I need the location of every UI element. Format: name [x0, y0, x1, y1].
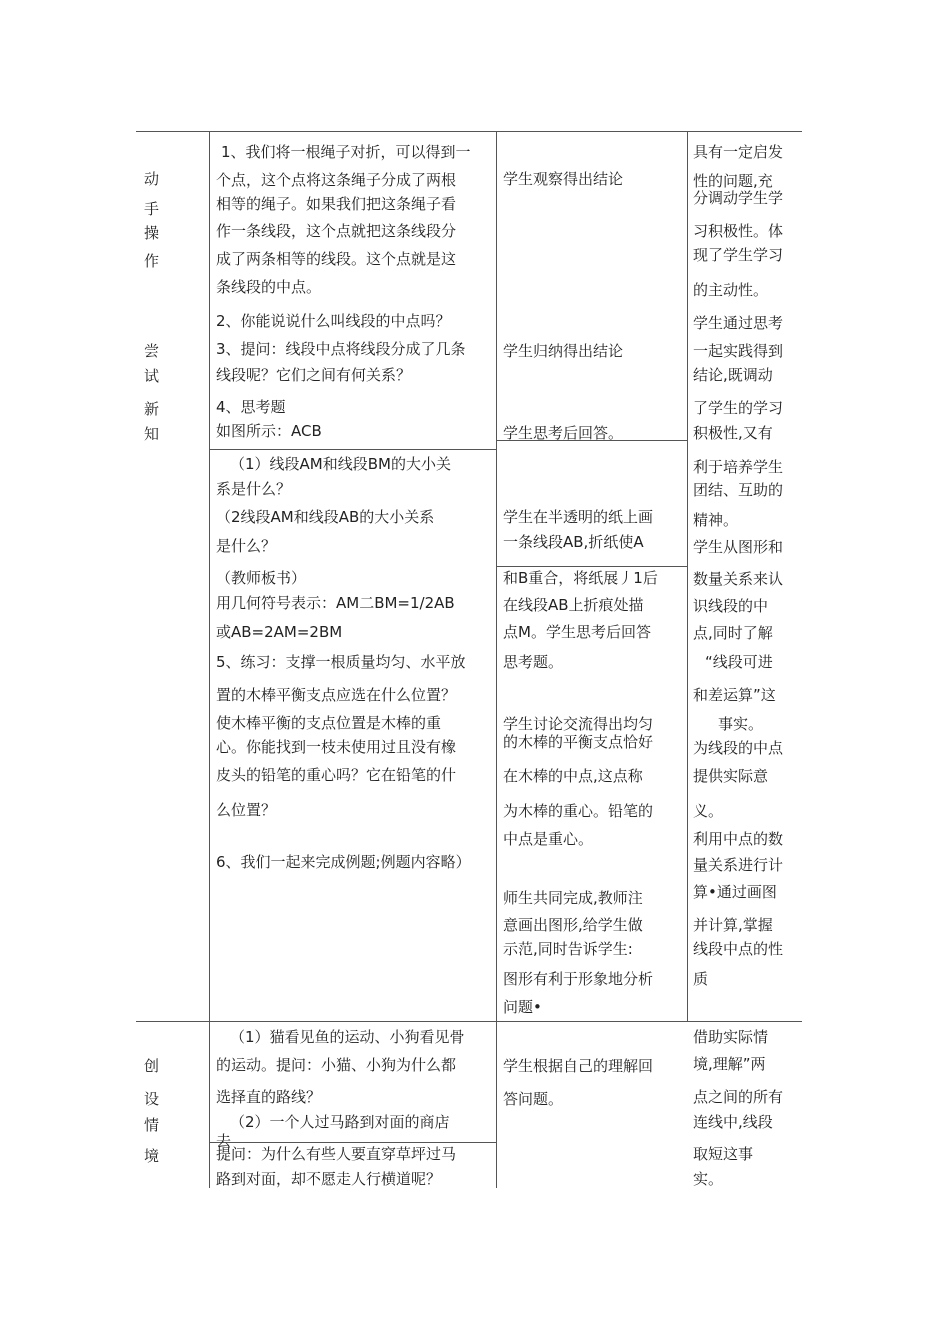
design-intent-line: 实。 — [693, 1170, 724, 1188]
design-intent-line: 为线段的中点 — [693, 739, 784, 757]
teacher-activity-line: 么位置？ — [216, 801, 277, 819]
teacher-activity-line: 或AB=2AM=2BM — [216, 623, 343, 641]
teacher-activity-line: 线段呢？它们之间有何关系？ — [216, 366, 412, 384]
student-activity-line: 和B重合，将纸展丿1后 — [503, 569, 658, 587]
design-intent-line: 学生从图形和 — [693, 538, 784, 556]
design-intent-line: 点,同时了解 — [693, 624, 773, 642]
teacher-activity-line: （1）线段AM和线段BM的大小关 — [230, 455, 451, 473]
teacher-activity-line: 使木棒平衡的支点位置是木棒的重 — [216, 714, 442, 732]
design-intent-line: 了学生的学习 — [693, 399, 784, 417]
stage-label-char: 境 — [144, 1147, 160, 1165]
teacher-activity-line: 1、我们将一根绳子对折，可以得到一 — [221, 143, 471, 161]
teacher-activity-line: 5、练习：支撑一根质量均匀、水平放 — [216, 653, 466, 671]
design-intent-line: 一起实践得到 — [693, 342, 784, 360]
design-intent-line: 习积极性。体 — [693, 222, 784, 240]
student-activity-line: 为木棒的重心。铅笔的 — [503, 802, 654, 820]
design-intent-line: 精神。 — [693, 511, 739, 529]
design-intent-line: 并计算,掌握 — [693, 916, 773, 934]
teacher-cell-divider — [209, 449, 496, 450]
teacher-activity-line: 选择直的路线？ — [216, 1088, 322, 1106]
student-activity-line: 学生思考后回答。 — [503, 424, 624, 442]
student-activity-line: 在木棒的中点,这点称 — [503, 767, 643, 785]
design-intent-line: 义。 — [693, 802, 724, 820]
design-intent-line: 线段中点的性 — [693, 940, 784, 958]
column-divider-2 — [496, 131, 497, 1188]
stage-label-char: 知 — [144, 425, 160, 443]
design-intent-line: 积极性,又有 — [693, 424, 773, 442]
design-intent-line: 结论,既调动 — [693, 366, 773, 384]
design-intent-line: 境,理解”两 — [693, 1055, 766, 1073]
design-intent-line: 提供实际意 — [693, 767, 769, 785]
column-divider-1 — [209, 131, 210, 1188]
student-activity-line: 意画出图形,给学生做 — [503, 916, 643, 934]
teacher-activity-line: （2）一个人过马路到对面的商店 — [230, 1113, 450, 1131]
design-intent-line: 质 — [693, 970, 709, 988]
teacher-activity-line: 如图所示：ACB — [216, 422, 322, 440]
teacher-activity-line: 提问：为什么有些人要直穿草坪过马 — [216, 1145, 457, 1163]
design-intent-line: 和差运算”这 — [693, 686, 776, 704]
section-divider — [136, 1021, 802, 1022]
teacher-activity-line: 条线段的中点。 — [216, 278, 322, 296]
design-intent-line: 分调动学生学 — [693, 189, 784, 207]
teacher-activity-line: 4、思考题 — [216, 398, 286, 416]
design-intent-line: 的主动性。 — [693, 281, 769, 299]
stage-label-char: 情 — [144, 1116, 160, 1134]
student-activity-line: 示范,同时告诉学生: — [503, 940, 633, 958]
design-intent-line: 量关系进行计 — [693, 856, 784, 874]
stage-label-char: 操 — [144, 224, 160, 242]
student-activity-line: 学生归纳得出结论 — [503, 342, 624, 360]
teacher-activity-line: 去 — [216, 1132, 232, 1150]
teacher-activity-line: 2、你能说说什么叫线段的中点吗？ — [216, 312, 451, 330]
teacher-activity-line: 路到对面，却不愿走人行横道呢？ — [216, 1170, 442, 1188]
design-intent-line: 数量关系来认 — [693, 570, 784, 588]
teacher-activity-line: 成了两条相等的线段。这个点就是这 — [216, 250, 457, 268]
design-intent-line: 取短这事 — [693, 1145, 754, 1163]
teacher-activity-line: 6、我们一起来完成例题;例题内容略） — [216, 853, 471, 871]
student-activity-line: 思考题。 — [503, 653, 564, 671]
stage-label-char: 试 — [144, 367, 160, 385]
student-activity-line: 师生共同完成,教师注 — [503, 889, 643, 907]
teacher-activity-line: 个点，这个点将这条绳子分成了两根 — [216, 171, 457, 189]
teacher-activity-line: 的运动。提问：小猫、小狗为什么都 — [216, 1056, 457, 1074]
design-intent-line: 事实。 — [718, 715, 764, 733]
student-cell-divider — [496, 566, 687, 567]
design-intent-line: 现了学生学习 — [693, 246, 784, 264]
table-top-border — [136, 131, 802, 132]
teacher-activity-line: 皮头的铅笔的重心吗？它在铅笔的什 — [216, 766, 457, 784]
stage-label-char: 创 — [144, 1057, 160, 1075]
student-activity-line: 点M。学生思考后回答 — [503, 623, 651, 641]
design-intent-line: 识线段的中 — [693, 597, 769, 615]
student-activity-line: 中点是重心。 — [503, 830, 594, 848]
design-intent-line: 点之间的所有 — [693, 1088, 784, 1106]
stage-label-char: 新 — [144, 400, 160, 418]
stage-label-char: 尝 — [144, 342, 160, 360]
design-intent-line: 利于培养学生 — [693, 458, 784, 476]
student-activity-line: 学生在半透明的纸上画 — [503, 508, 654, 526]
teacher-activity-line: 是什么？ — [216, 537, 277, 555]
stage-label-char: 手 — [144, 200, 160, 218]
design-intent-line: 算•通过画图 — [693, 883, 777, 901]
student-activity-line: 学生根据自己的理解回 — [503, 1057, 654, 1075]
teacher-activity-line: 心。你能找到一枝未使用过且没有橡 — [216, 738, 457, 756]
student-activity-line: 的木棒的平衡支点恰好 — [503, 733, 654, 751]
stage-label-char: 作 — [144, 252, 160, 270]
design-intent-line: 具有一定启发 — [693, 143, 784, 161]
teacher-activity-line: 3、提问：线段中点将线段分成了几条 — [216, 340, 466, 358]
column-divider-3 — [687, 131, 688, 1021]
student-activity-line: 图形有利于形象地分析 — [503, 970, 654, 988]
design-intent-line: 利用中点的数 — [693, 830, 784, 848]
teacher-activity-line: （2线段AM和线段AB的大小关系 — [216, 508, 435, 526]
teacher-activity-line: 系是什么？ — [216, 480, 292, 498]
student-activity-line: 学生观察得出结论 — [503, 170, 624, 188]
teacher-activity-line: 相等的绳子。如果我们把这条绳子看 — [216, 195, 457, 213]
stage-label-char: 动 — [144, 170, 160, 188]
design-intent-line: 性的问题,充 — [693, 172, 773, 190]
teacher-activity-line: （1）猫看见鱼的运动、小狗看见骨 — [230, 1028, 465, 1046]
design-intent-line: 借助实际情 — [693, 1028, 769, 1046]
design-intent-line: 连线中,线段 — [693, 1113, 773, 1131]
student-activity-line: 学生讨论交流得出均匀 — [503, 715, 654, 733]
student-activity-line: 答问题。 — [503, 1090, 564, 1108]
teacher-activity-line: 用几何符号表示：AM二BM=1/2AB — [216, 594, 455, 612]
stage-label-char: 设 — [144, 1090, 160, 1108]
teacher-activity-line: （教师板书） — [216, 569, 307, 587]
student-activity-line: 在线段AB上折痕处描 — [503, 596, 644, 614]
design-intent-line: 学生通过思考 — [693, 314, 784, 332]
teacher-activity-line: 作一条线段，这个点就把这条线段分 — [216, 222, 457, 240]
student-activity-line: 一条线段AB,折纸使A — [503, 533, 644, 551]
teacher-activity-line: 置的木棒平衡支点应选在什么位置？ — [216, 686, 457, 704]
design-intent-line: “线段可进 — [705, 653, 773, 671]
design-intent-line: 团结、互助的 — [693, 481, 784, 499]
student-activity-line: 问题• — [503, 998, 542, 1016]
teacher-cell-divider — [209, 1142, 496, 1143]
